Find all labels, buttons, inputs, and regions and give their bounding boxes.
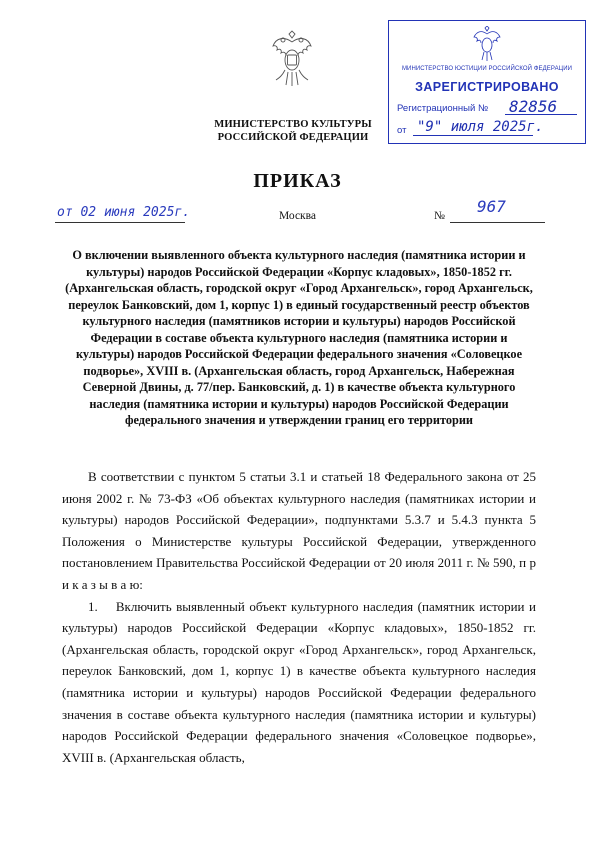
order-number-value: 967: [477, 197, 506, 216]
order-body: [62, 466, 536, 768]
registration-stamp: [388, 20, 586, 144]
stamp-organization: МИНИСТЕРСТВО ЮСТИЦИИ РОССИЙСКОЙ ФЕДЕРАЦИИ: [401, 66, 573, 72]
stamp-date-label: от: [397, 125, 407, 136]
order-date: от 02 июня 2025г.: [57, 205, 191, 220]
ministry-name: [180, 119, 406, 144]
stamp-emblem-icon: [472, 26, 502, 62]
body-paragraph-2: 1. Включить выявленный объект культурного наследия (памятник истории и культуры) народов Российской Федерации «Корпус кладовых», 1850-1852 гг. (Архангельская область, городской округ «Город Архангельск», город Архангельск, переулок Банковский, дом 1, корпус 1) в качестве объекта культурного наследия (памятника истории и культуры) народов Российской Федерации федерального значения в составе объекта культурного наследия (памятника истории и культуры) народов Российской Федерации федерального значения «Соловецкое подворье», XVIII в. (Архангельская область,: [62, 598, 536, 765]
body-paragraph-1: В соответствии с пунктом 5 статьи 3.1 и статьей 18 Федерального закона от 25 июня 2002 г. № 73-ФЗ «Об объектах культурного наследия (памятниках истории и культуры) народов Российской Федерации», подпунктами 5.3.7 и 5.4.3 пункта 5 Положения о Министерстве культуры Российской Федерации, утвержденного постановлением Правительства Российской Федерации от 20 июля 2011 г. № 590, п р и к а з ы в а ю:: [62, 469, 536, 592]
stamp-number-underline: [505, 114, 577, 115]
order-subject: О включении выявленного объекта культурного наследия (памятника истории и культуры) народов Российской Федерации «Корпус кладовых», 1850-1852 гг. (Архангельская область, городской округ «Город Архангельск», город Архангельск, переулок Банковский, дом 1, корпус 1) в единый государственный реестр объектов культурного наследия (памятников истории и культуры) народов Российской Федерации в составе объекта культурного наследия (памятника истории и культуры) народов Российской Федерации федерального значения «Соловецкое подворье», XVIII в. (Архангельская область, город Архангельск, Набережная Северной Двины, д. 77/пер. Банковский, д. 1) в качестве объекта культурного наследия (памятника истории и культуры) народов Российской Федерации федерального значения и утверждении границ его территории: [65, 248, 533, 427]
order-date-underline: [55, 222, 185, 223]
coat-of-arms-icon: [270, 30, 314, 88]
stamp-date-value: "9" июля 2025г.: [417, 119, 544, 135]
order-city: Москва: [278, 210, 317, 222]
stamp-status: ЗАРЕГИСТРИРОВАНО: [415, 80, 559, 94]
ministry-line-2: РОССИЙСКОЙ ФЕДЕРАЦИИ: [217, 131, 369, 143]
order-number-underline: [450, 222, 545, 223]
stamp-number-label: Регистрационный №: [397, 103, 489, 114]
document-title: ПРИКАЗ: [253, 170, 342, 192]
ministry-line-1: МИНИСТЕРСТВО КУЛЬТУРЫ: [214, 119, 372, 130]
order-number-label: №: [434, 210, 445, 222]
stamp-date-underline: [413, 135, 533, 136]
stamp-number-value: 82856: [509, 97, 558, 116]
